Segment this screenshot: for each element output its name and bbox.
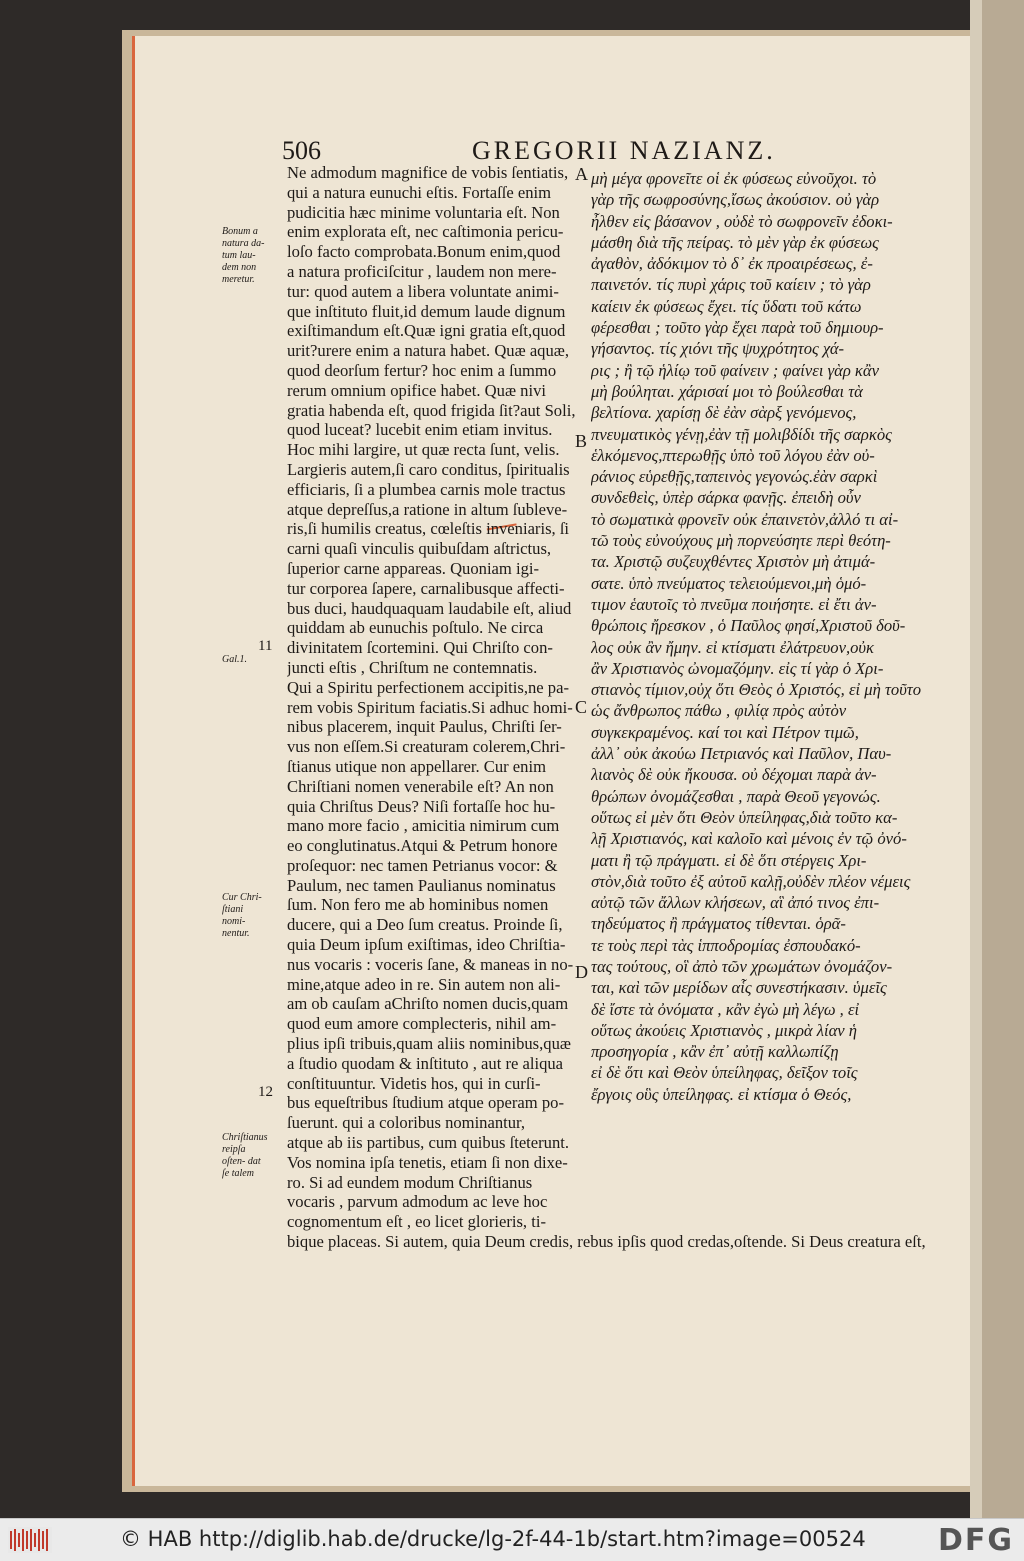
library-logo-icon	[8, 1527, 52, 1553]
latin-text-line: quia Chriſtus Deus? Niſi fortaſſe hoc hu-	[287, 796, 556, 816]
greek-text-line: οὕτως ἀκούεις Χριστιανὸς , μικρὰ λίαν ἡ	[591, 1020, 858, 1040]
greek-text-line: γήσαντος. τίς χιόνι τῆς ψυχρότητος χά-	[591, 339, 845, 359]
greek-text-line: ἂν Χριστιανὸς ὠνομαζόμην. εἰς τί γὰρ ὁ Χρι-	[591, 658, 884, 678]
greek-text-line: θρώποις ἤρεσκον , ὁ Παῦλος φησί,Χριστοῦ δοῦ-	[591, 616, 906, 636]
latin-text-line: gratia habenda eſt, quod frigida ſit?aut Soli,	[287, 400, 576, 420]
latin-text-line: ducere, qui a Deo ſum creatus. Proinde ſi,	[287, 915, 563, 935]
latin-text-line: plius ipſi tribuis,quam aliis nominibus,quæ	[287, 1034, 571, 1054]
latin-text-line: nus vocaris : voceris ſane, & maneas in no-	[287, 954, 574, 974]
latin-text-line: a natura proficiſcitur , laudem non mere-	[287, 261, 557, 281]
section-letter-a: A	[575, 164, 588, 184]
sidenote-christianus: Chriſtianus reipſa oſten- dat ſe talem	[222, 1132, 268, 1179]
latin-text-line: vocaris , parvum admodum ac leve hoc	[287, 1192, 548, 1212]
greek-text-line: ὡς ἄνθρωπος πάθω , φιλίᾳ πρὸς αὐτὸν	[591, 701, 847, 721]
latin-text-line: Hoc mihi largire, ut quæ recta ſunt, velis.	[287, 440, 560, 460]
latin-text-line: juncti eſtis , Chriſtum ne contemnatis.	[287, 657, 538, 677]
greek-text-line: ἀγαθὸν, ἀδόκιμον τὸ δ᾽ ἐκ προαιρέσεως, ἐ-	[591, 254, 873, 274]
greek-text-line: συγκεκραμένος. καί τοι καὶ Πέτρον τιμῶ,	[591, 722, 859, 742]
latin-text-line: Ne admodum magnifice de vobis ſentiatis,	[287, 163, 569, 182]
latin-text-line: urit?urere enim a natura habet. Quæ aquæ,	[287, 341, 569, 361]
section-letter-b: B	[575, 431, 588, 451]
greek-text-line: οὕτως εἰ μὲν ὅτι Θεὸν ὑπείληφας,διὰ τοῦτο κα-	[591, 807, 898, 827]
latin-text-line: carni quaſi vinculis quibuſdam aſtrictus,	[287, 539, 552, 559]
facing-page-edge	[982, 0, 1024, 1518]
greek-column	[591, 168, 921, 1105]
greek-text-line: ἑλκόμενος,πτερωθῇς ὑπὸ τοῦ λόγου ἐὰν οὐ-	[591, 445, 875, 465]
greek-text-line: σατε. ὑπὸ πνεύματος τελειούμενοι,μὴ ὁμό-	[591, 573, 867, 593]
sidenote-cur-christiani: Cur Chri- ſtiani nomi- nentur.	[222, 892, 262, 939]
greek-text-line: τε τοὺς περὶ τὰς ἱπποδρομίας ἐσπουδακό-	[591, 935, 861, 955]
latin-text-line: loſo facto comprobata.Bonum enim,quod	[287, 242, 561, 262]
latin-text-line: que inſtituto fluit,id demum laude dignum	[287, 301, 566, 321]
greek-text-line: καίειν ἐκ φύσεως ἔχει. τίς ὕδατι τοῦ κάτω	[591, 296, 862, 316]
greek-text-line: θρώπων ὀνομάζεσθαι , παρὰ Θεοῦ γεγονώς.	[591, 786, 881, 806]
page-title: GREGORII NAZIANZ.	[472, 136, 776, 165]
latin-text-line: quod luceat? lucebit enim etiam invitus.	[287, 420, 553, 440]
latin-text-line: nibus placerem, inquit Paulus, Chriſti ſer-	[287, 717, 562, 737]
latin-text-line: rerum omnium opifice habet. Quæ nivi	[287, 380, 546, 400]
latin-text-line: ſuperior carne appareas. Quoniam igi-	[287, 558, 540, 578]
footer-bar	[0, 1518, 1024, 1561]
greek-text-line: συνδεθεὶς, ὑπὲρ σάρκα φανῇς. ἐπειδὴ οὖν	[591, 488, 861, 508]
greek-text-line: μὴ βούληται. χάρισαί μοι τὸ βούλεσθαι τὰ	[591, 381, 863, 401]
greek-text-line: στὸν,διὰ τοῦτο ἐξ αὐτοῦ καλῇ,οὐδὲν πλέον νέμεις	[591, 871, 911, 891]
latin-text-line: a ſtudio quodam & inſtituto , aut re aliqua	[287, 1053, 564, 1073]
greek-text-line: δὲ ἴστε τὰ ὀνόματα , κἂν ἐγὼ μὴ λέγω , εἰ	[591, 999, 860, 1019]
greek-text-line: λιανὸς δὲ οὐκ ἤκουσα. οὐ δέχομαι παρὰ ἀν-	[591, 765, 877, 785]
latin-text-line: vus non eſſem.Si creaturam colerem,Chri-	[287, 737, 566, 757]
latin-text-line: Qui a Spiritu perfectionem accipitis,ne pa-	[287, 677, 569, 697]
latin-text-line: ſuerunt. qui a coloribus nominantur,	[287, 1113, 526, 1133]
greek-text-line: εἰ δὲ ὅτι καὶ Θεὸν ὑπείληφας, δεῖξον τοῖς	[591, 1063, 858, 1083]
section-letter-c: C	[575, 697, 588, 717]
greek-text-line: βελτίονα. χαρίσῃ δὲ ἐὰν σὰρξ γενόμενος,	[591, 403, 857, 423]
latin-text-line: Vos nomina ipſa tenetis, etiam ſi non dixe-	[287, 1152, 568, 1172]
latin-text-line: quod eum amore complecteris, nihil am-	[287, 1014, 557, 1034]
greek-text-line: φέρεσθαι ; τοῦτο γὰρ ἔχει παρὰ τοῦ δημιουρ-	[591, 318, 884, 338]
greek-text-line: ἦλθεν εἰς βάσανον , οὐδὲ τὸ σωφρονεῖν ἐδοκι-	[591, 211, 893, 231]
latin-text-line: Paulum, nec tamen Paulianus nominatus	[287, 875, 556, 895]
latin-text-line: tur: quod autem a libera voluntate animi-	[287, 281, 559, 301]
latin-text-line: bique placeas. Si autem, quia Deum credis, rebus ipſis quod credas,oſtende. Si Deus creatura eſt,	[287, 1232, 926, 1252]
latin-text-line: Chriſtiani nomen venerabile eſt? An non	[287, 776, 554, 796]
greek-text-line: αὐτῷ τῶν ἄλλων κλήσεων, αἳ ἀπό τινος ἐπι-	[591, 893, 880, 913]
latin-text-line: proſequor: nec tamen Petrianus vocor: &	[287, 855, 558, 875]
greek-text-line: ρις ; ἢ τῷ ἡλίῳ τοῦ φαίνειν ; φαίνει γὰρ κἂν	[591, 360, 879, 380]
latin-text-line: ſtianus utique non appellarer. Cur enim	[287, 756, 546, 776]
copyright-link[interactable]: © HAB http://diglib.hab.de/drucke/lg-2f-44-1b/start.htm?image=00524	[120, 1527, 866, 1551]
latin-text-line: divinitatem ſcortemini. Qui Chriſto con-	[287, 638, 553, 658]
greek-text-line: λος οὐκ ἂν ἤμην. εἰ κτίσματι ἐλάτρευον,οὐκ	[591, 637, 874, 657]
greek-text-line: τα. Χριστῷ συζευχθέντες Χριστὸν μὴ ἀτιμά-	[591, 552, 876, 572]
latin-text-line: quia Deum ipſum exiſtimas, ideo Chriſtia-	[287, 935, 566, 955]
latin-text-line: atque depreſſus,a ratione in altum ſubleve-	[287, 499, 568, 519]
latin-text-line: quiddam ab eunuchis poſtulo. Ne circa	[287, 618, 544, 638]
latin-text-line: ro. Si ad eundem modum Chriſtianus	[287, 1172, 533, 1192]
greek-text-line: ματι ἢ τῷ πράγματι. εἰ δὲ ὅτι στέργεις Χρι-	[591, 850, 867, 870]
latin-text-line: atque ab iis partibus, cum quibus ſteterunt.	[287, 1133, 570, 1153]
dfg-logo: DFG	[937, 1523, 1014, 1558]
latin-text-line: conſtituuntur. Videtis hos, qui in curſi-	[287, 1073, 541, 1093]
marginal-number-12: 12	[258, 1084, 273, 1100]
greek-text-line: τηδεύματος ἢ πράγματος τίθενται. ὁρᾶ-	[591, 914, 846, 934]
latin-text-line: ſum. Non fero me ab hominibus nomen	[287, 895, 549, 915]
page-number: 506	[282, 136, 321, 165]
latin-text-line: quod deorſum fertur? hoc enim a ſummo	[287, 360, 557, 380]
greek-text-line: τῶ τοὺς εὐνούχους μὴ πορνεύσητε περὶ θεότη-	[591, 531, 891, 551]
latin-text-line: Largieris autem,ſi caro conditus, ſpiritualis	[287, 459, 570, 479]
greek-text-line: ται, καὶ τῶν μερίδων αἷς συνεστήκασιν. ὑμεῖς	[591, 978, 887, 998]
latin-text-line: mano more facio , amicitia nimirum cum	[287, 816, 560, 836]
latin-text-line: tur corporea ſapere, carnalibusque affecti-	[287, 578, 565, 598]
latin-text-line: qui a natura eunuchi eſtis. Fortaſſe enim	[287, 182, 552, 202]
latin-text-line: eo conglutinatus.Atqui & Petrum honore	[287, 836, 558, 856]
marginal-number-11: 11	[258, 638, 273, 654]
latin-text-line: bus equeſtribus ſtudium atque operam po-	[287, 1093, 564, 1113]
greek-text-line: τας τούτους, οἳ ἀπὸ τῶν χρωμάτων ὀνομάζον-	[591, 956, 893, 976]
greek-text-line: τιμον ἑαυτοῖς τὸ πνεῦμα ποιήσητε. εἰ ἔτι ἀν-	[591, 594, 877, 614]
latin-text-line: ris,ſi humilis creatus, cœleſtis inveniaris, ſi	[287, 519, 570, 539]
greek-text-line: λῇ Χριστιανός, καὶ καλοῖο καὶ μένοις ἐν τῷ ὀνό-	[591, 829, 907, 849]
greek-text-line: ἀλλ᾽ οὐκ ἀκούω Πετριανός καὶ Παῦλον, Παυ-	[591, 744, 892, 764]
greek-text-line: γὰρ τῆς σωφροσύνης,ἴσως ἀκούσιον. οὐ γὰρ	[591, 190, 880, 210]
sidenote-bonum: Bonum a natura da- tum lau- dem non meretur.	[222, 226, 265, 285]
greek-text-line: ράνιος εὑρεθῇς,ταπεινὸς γεγονώς.ἐὰν σαρκὶ	[591, 467, 878, 487]
greek-text-line: μάσθη διὰ τῆς πείρας. τὸ μὲν γὰρ ἐκ φύσεως	[591, 232, 879, 252]
greek-text-line: παινετόν. τίς πυρὶ χάρις τοῦ καίειν ; τὸ γὰρ	[591, 275, 871, 295]
greek-text-line: στιανὸς τίμιον,οὐχ ὅτι Θεὸς ὁ Χριστός, εἰ μὴ τοῦτο	[591, 680, 922, 700]
latin-text-line: exiſtimandum eſt.Quæ igni gratia eſt,quod	[287, 321, 566, 341]
latin-text-line: am ob cauſam aChriſto nomen ducis,quam	[287, 994, 569, 1014]
latin-text-line: bus duci, haudquaquam laudabile eſt, aliud	[287, 598, 572, 618]
latin-text-line: rem vobis Spiritum faciatis.Si adhuc homi-	[287, 697, 573, 717]
latin-text-line: mine,atque adeo in re. Sin autem non ali-	[287, 974, 561, 994]
latin-text-line: pudicitia hæc minime voluntaria eſt. Non	[287, 202, 560, 222]
latin-text-line: enim explorata eſt, nec caſtimonia pericu-	[287, 222, 564, 242]
greek-text-line: μὴ μέγα φρονεῖτε οἱ ἐκ φύσεως εὐνοῦχοι. τὸ	[591, 169, 877, 188]
greek-text-line: πνευματικὸς γένῃ,ἐὰν τῇ μολιβδίδι τῆς σαρκὸς	[591, 424, 892, 444]
greek-text-line: προσηγορία , κἂν ἐπ᾽ αὐτῇ καλλωπίζῃ	[591, 1042, 839, 1062]
greek-text-line: ἔργοις οὓς ὑπείληφας. εἰ κτίσμα ὁ Θεός,	[591, 1084, 852, 1104]
greek-text-line: τὸ σωματικὰ φρονεῖν οὐκ ἐπαινετὸν,ἀλλό τι αἰ-	[591, 509, 899, 529]
latin-text-line: efficiaris, ſi a plumbea carnis mole tractus	[287, 479, 566, 499]
section-letter-d: D	[575, 962, 588, 982]
latin-text-line: cognomentum eſt , eo licet glorieris, ti-	[287, 1212, 546, 1232]
sidenote-gal: Gal.1.	[222, 654, 247, 665]
